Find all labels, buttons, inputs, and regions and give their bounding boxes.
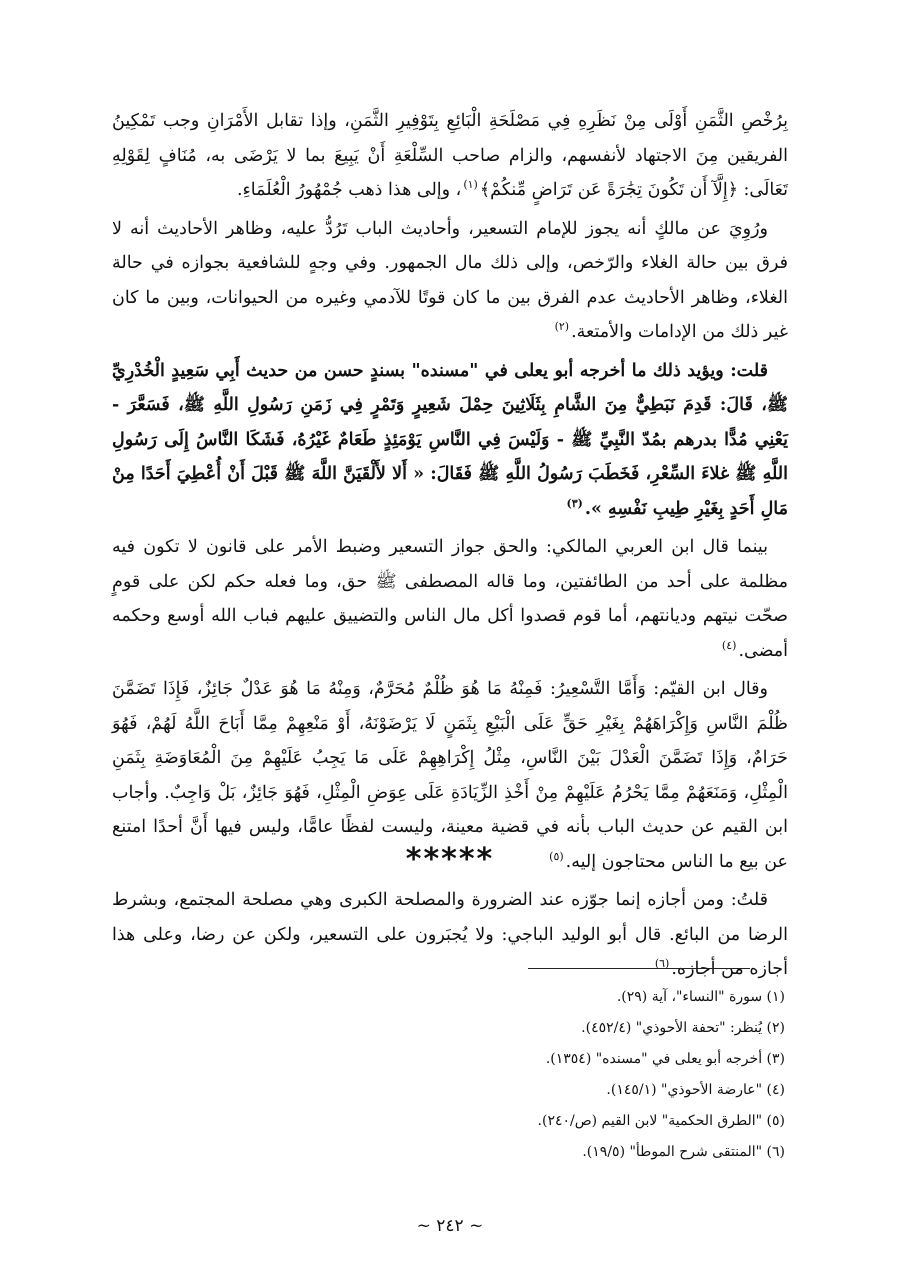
section-separator: ***** — [405, 842, 495, 877]
paragraph-6-text: قلتُ: ومن أجازه إنما جوّزه عند الضرورة والمصلحة الكبرى وهي مصلحة المجتمع، وبشرط الرضا من البائع. قال أبو الوليد الباجي: ولا يُجبَرون على التسعير، ولكن عن رضا، وعلى هذا أجازه من أجازه. — [112, 890, 788, 979]
paragraph-1 — [112, 104, 788, 208]
footnote-4: (٤) "عارضة الأحوذي" (١٤٥/١). — [606, 1082, 785, 1098]
page-number: ~ ٢٤٢ ~ — [416, 1216, 484, 1236]
footnote-ref-5[interactable]: (٥) — [549, 849, 564, 863]
paragraph-1-tail: ، وإلى هذا ذهب جُمْهُورُ الْعُلَمَاءِ. — [236, 180, 462, 200]
footnote-3: (٣) أخرجه أبو يعلى في "مسنده" (١٣٥٤). — [545, 1051, 785, 1067]
paragraph-4 — [112, 530, 788, 668]
footnote-divider — [528, 968, 750, 969]
footnotes-list — [145, 982, 785, 1168]
paragraph-2-text: ورُوِيَ عن مالكٍ أنه يجوز للإمام التسعير، وأحاديث الباب تَرُدُّ عليه، وظاهر الأحاديث أنه لا فرق بين حالة الغلاء والرّخص، وإلى ذلك مال الجمهور. وفي وجهٍ للشافعية بجوازه في حالة الغلاء، وظاهر الأحاديث عدم الفرق بين ما كان قوتًا للآدمي وغيره من الحيوانات، وبين ما كان غير ذلك من الإدامات والأمتعة. — [112, 218, 788, 342]
footnote-ref-3[interactable]: (٣) — [566, 496, 583, 510]
paragraph-3-hadith — [112, 354, 788, 527]
footnote-6: (٦) "المنتقى شرح الموطأ" (١٩/٥). — [582, 1144, 785, 1160]
footnote-1: (١) سورة "النساء"، آية (٢٩). — [616, 989, 785, 1005]
paragraph-4-text: بينما قال ابن العربي المالكي: والحق جواز التسعير وضبط الأمر على قانون لا تكون فيه مظلمة على أحد من الطائفتين، وما قاله المصطفى ﷺ حق، وما فعله حكم لكن على قومٍ صحّت نيتهم وديانتهم، أما قوم قصدوا أكل مال الناس والتضييق عليهم فباب الله أوسع وحكمه أمضى. — [112, 537, 788, 661]
footnote-ref-4[interactable]: (٤) — [721, 638, 737, 652]
paragraph-2 — [112, 212, 788, 350]
paragraph-6 — [112, 883, 788, 987]
paragraph-3-text: قلت: ويؤيد ذلك ما أخرجه أبو يعلى في "مسنده" بسندٍ حسن من حديث أَبِي سَعِيدٍ الْخُدْرِيِّ ﷺ، قَالَ: قَدِمَ نَبَطِيٌّ مِنَ الشَّامِ بِثَلَاثِينَ حِمْلَ شَعِيرٍ وَتَمْرٍ فِي زَمَنِ رَسُولِ اللَّهِ ﷺ، فَسَعَّرَ - يَعْنِي مُدًّا بدرهم بمُدّ النَّبِيِّ ﷺ - وَلَيْسَ فِي النَّاسِ يَوْمَئِذٍ طَعَامٌ غَيْرُهُ، فَشَكَا النَّاسُ إِلَى رَسُولِ اللَّهِ ﷺ غلاءَ السِّعْرِ، فَخَطَبَ رَسُولُ اللَّهِ ﷺ فَقَالَ: « أَلا لأَلْقَيَنَّ اللَّهَ ﷺ قَبْلَ أَنْ أُعْطِيَ أَحَدًا مِنْ مَالِ أَحَدٍ بِغَيْرِ طِيبِ نَفْسِهِ ». — [112, 360, 788, 519]
footnote-ref-2[interactable]: (٢) — [554, 320, 570, 333]
footnote-2: (٢) يُنظر: "تحفة الأحوذي" (٤٥٢/٤). — [581, 1020, 785, 1036]
footnote-5: (٥) "الطرق الحكمية" لابن القيم (ص/٢٤٠). — [537, 1113, 785, 1129]
paragraph-5-text: وقال ابن القيّم: وَأَمَّا التَّسْعِيرُ: فَمِنْهُ مَا هُوَ ظُلْمٌ مُحَرَّمٌ، وَمِنْهُ مَا هُوَ عَدْلٌ جَائِزٌ، فَإِذَا تَضَمَّنَ ظُلْمَ النَّاسِ وَإِكْرَاهَهُمْ بِغَيْرِ حَقٍّ عَلَى الْبَيْعِ بِثَمَنٍ لَا يَرْضَوْنَهُ، أَوْ مَنْعِهِمْ مِمَّا أَبَاحَ اللَّهُ لَهُمْ، فَهُوَ حَرَامٌ، وَإِذَا تَضَمَّنَ الْعَدْلَ بَيْنَ النَّاسِ، مِثْلُ إِكْرَاهِهِمْ عَلَى مَا يَجِبُ عَلَيْهِمْ مِنَ الْمُعَاوَضَةِ بِثَمَنِ الْمِثْلِ، وَمَنَعَهُمْ مِمَّا يَحْرُمُ عَلَيْهِمْ مِنْ أَخْذِ الزِّيَادَةِ عَلَى عِوَضِ الْمِثْلِ، فَهُوَ جَائِزٌ، بَلْ وَاجِبٌ. وأجاب ابن القيم عن حديث الباب بأنه في قضية معينة، وليست لفظًا عامًّا، وليس فيها أَنَّ أحدًا امتنع عن بيع ما الناس محتاجون إليه. — [112, 679, 788, 872]
paragraph-1-text: بِرُخْصِ الثَّمَنِ أَوْلَى مِنْ نَظَرِهِ فِي مَصْلَحَةِ الْبَائِعِ بِتَوْفِيرِ الثَّمَنِ، وإذا تقابل الأَمْرَانِ وجب تَمْكِينُ الفريقين مِنَ الاجتهاد لأنفسهم، والزام صاحب السِّلْعَةِ أَنْ يَبِيعَ بما لا يَرْضَى به، مُنَافٍ لِقَوْلِهِ تَعَالَى: ﴿إِلَّآ أَن تَكُونَ تِجَٰرَةً عَن تَرَاضٍ مِّنكُمْ﴾ — [112, 111, 788, 200]
footnote-ref-6[interactable]: (٦) — [654, 957, 670, 970]
footnote-ref-1[interactable]: (١) — [463, 178, 478, 191]
